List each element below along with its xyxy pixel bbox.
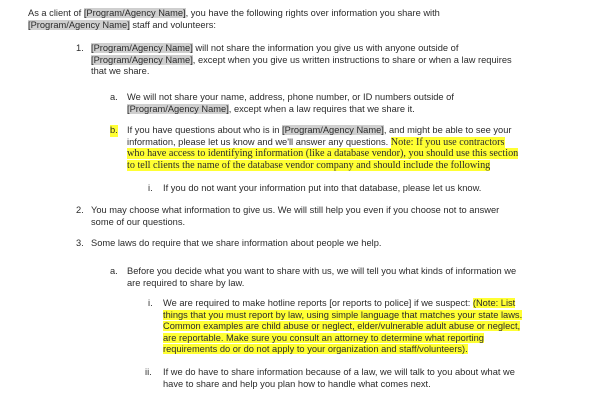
note-text: things that you must report by law, using simple language that matches your state laws. — [163, 309, 523, 320]
agency-name-placeholder: [Program/Agency Name] — [127, 103, 229, 114]
agency-name-placeholder: [Program/Agency Name] — [28, 19, 130, 30]
list-item-2: You may choose what information to give us. We will still help you even if you choose not to answer some of our questions. — [91, 205, 500, 227]
list-number: 3. — [76, 238, 84, 248]
note-text: who have access to identifying information (like a database vendor), you should use this section — [127, 148, 519, 159]
list-letter: a. — [110, 266, 118, 276]
intro-line-1: As a client of [Program/Agency Name], you have the following rights over information you share with — [28, 8, 440, 18]
list-roman: ii. — [145, 367, 152, 377]
intro-line-2: [Program/Agency Name] staff and volunteers: — [28, 19, 216, 30]
note-text: Common examples are child abuse or neglect, elder/vulnerable adult abuse or neglect, — [163, 321, 521, 331]
list-item-3: Some laws do require that we share information about people we help. — [91, 238, 382, 248]
list-item-1b-i: If you do not want your information put into that database, please let us know. — [163, 183, 482, 193]
note-text: requirements do or do not apply to your organization and staff/volunteers). — [163, 344, 468, 354]
list-item-3a: Before you decide what you want to share with us, we will tell you what kinds of information we are required to share by law. — [127, 266, 517, 288]
note-text: are reportable. Make sure you consult an attorney to determine what reporting — [163, 332, 484, 343]
note-text: Note: If you use contractors — [390, 136, 505, 148]
list-letter: b. — [110, 125, 118, 135]
list-number: 2. — [76, 205, 84, 215]
agency-name-placeholder: [Program/Agency Name] — [83, 8, 186, 18]
list-item-1b: If you have questions about who is in [Program/Agency Name], and might be able to see your information, please let us know and we'll answer any questions. Note: If you use contractors who have access to identifying information (like a database vendor), you should use this section to tell clients the name of the database vendor company and should include the following — [127, 125, 519, 171]
list-item-1a: We will not share your name, address, phone number, or ID numbers outside of [Program/Agency Name], except when a law requires that we share it. — [127, 92, 454, 114]
list-item-3a-ii: If we do have to share information because of a law, we will talk to you about what we have to share and help you plan how to handle what comes next. — [163, 367, 515, 389]
list-roman: i. — [148, 298, 153, 308]
list-letter: a. — [110, 92, 118, 102]
list-roman: i. — [148, 183, 153, 193]
agency-name-placeholder: [Program/Agency Name] — [91, 43, 193, 53]
agency-name-placeholder: [Program/Agency Name] — [91, 54, 193, 65]
agency-name-placeholder: [Program/Agency Name] — [282, 125, 384, 135]
list-number: 1. — [76, 43, 84, 53]
note-text: (Note: List — [472, 298, 516, 308]
list-item-1: [Program/Agency Name] will not share the information you give us with anyone outside of [Program/Agency Name], except when you give us written instructions to share or when a law requires that we share. — [91, 43, 512, 76]
note-text: to tell clients the name of the database vendor company and should include the following — [127, 159, 491, 171]
list-item-3a-i: We are required to make hotline reports [or reports to police] if we suspect: (Note: List things that you must report by law, using simple language that matches your state laws. Common examples are child abuse or neglect, elder/vulnerable adult abuse or neglect, are reportable. Make sure you consult an attorney to determine what reporting requirements do or do not apply to your organization and staff/volunteers). — [163, 298, 523, 354]
intro-paragraph — [28, 8, 440, 31]
